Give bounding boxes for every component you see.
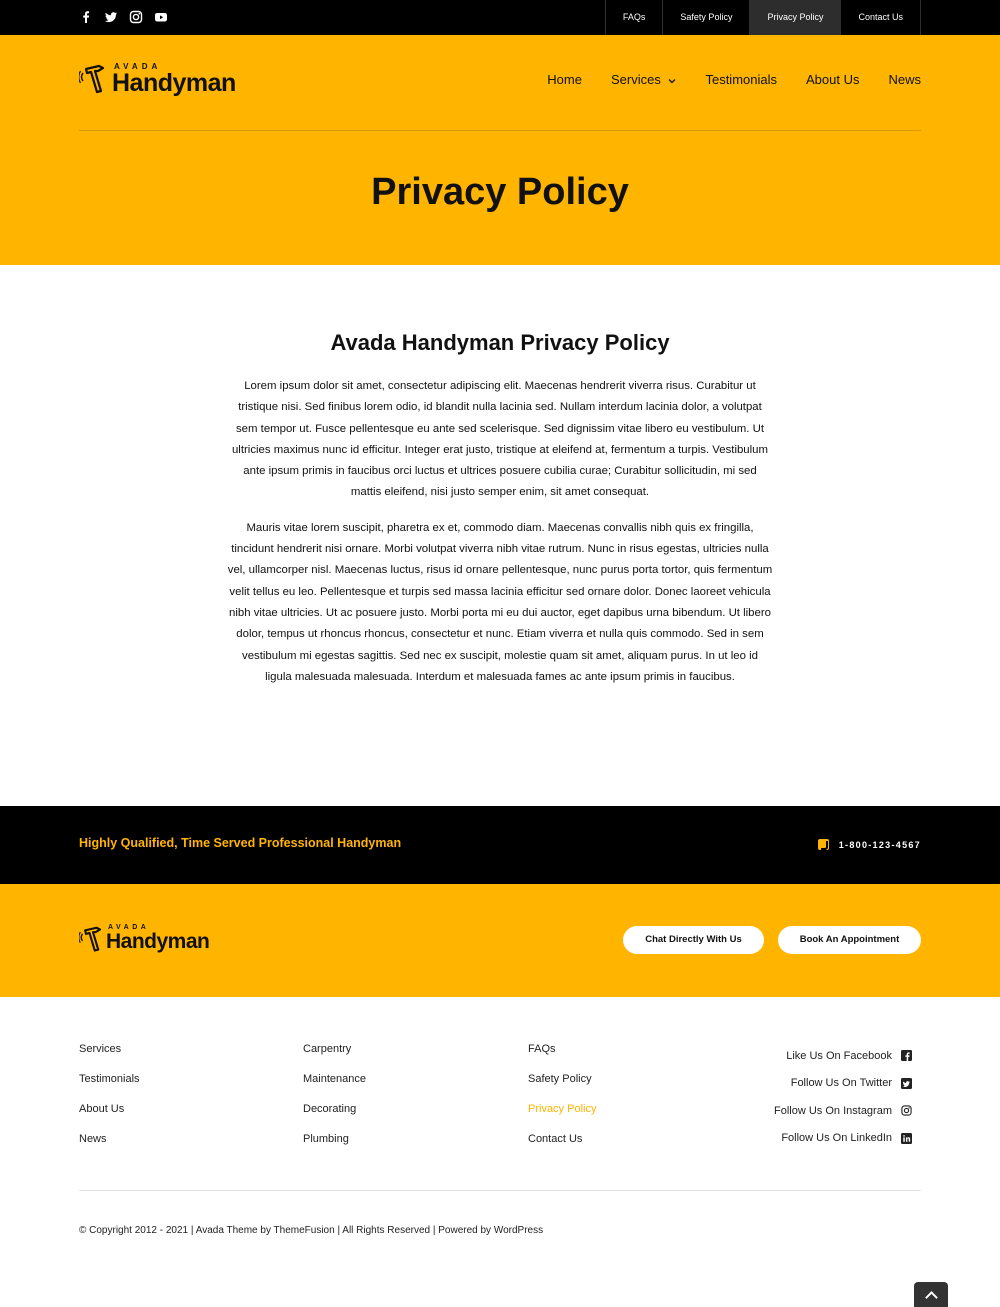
- copyright-text: © Copyright 2012 - 2021 | Avada Theme by ThemeFusion | All Rights Reserved | Powered by WordPress: [79, 1225, 544, 1236]
- twitter-icon[interactable]: [104, 10, 118, 24]
- footer-social-label: Like Us On Facebook: [786, 1049, 892, 1062]
- phone-number: 1-800-123-4567: [838, 839, 921, 850]
- footer-link-carpentry[interactable]: Carpentry: [303, 1043, 352, 1055]
- scroll-to-top-button[interactable]: [914, 1282, 948, 1307]
- top-link-privacy-policy[interactable]: Privacy Policy: [749, 0, 840, 35]
- book-appointment-button[interactable]: Book An Appointment: [778, 926, 921, 954]
- youtube-icon[interactable]: [154, 10, 168, 24]
- footer-link-about-us[interactable]: About Us: [79, 1103, 125, 1115]
- footer-column-main: [79, 1042, 140, 1162]
- facebook-icon: [901, 1050, 912, 1061]
- hammer-icon: [79, 63, 111, 97]
- footer-link-faqs[interactable]: FAQs: [528, 1043, 556, 1055]
- nav-item-news[interactable]: News: [888, 72, 921, 87]
- chat-button[interactable]: Chat Directly With Us: [623, 926, 764, 954]
- top-link-faqs[interactable]: FAQs: [605, 0, 663, 35]
- footer-link-news[interactable]: News: [79, 1133, 107, 1145]
- top-link-safety-policy[interactable]: Safety Policy: [662, 0, 749, 35]
- footer-social-links: [774, 1042, 912, 1152]
- footer-column-info: [528, 1042, 596, 1162]
- header-divider: [79, 130, 921, 131]
- footer-social-label: Follow Us On LinkedIn: [781, 1132, 892, 1145]
- footer-link-testimonials[interactable]: Testimonials: [79, 1073, 140, 1085]
- nav-item-home[interactable]: Home: [547, 72, 582, 87]
- nav-item-testimonials[interactable]: Testimonials: [705, 72, 777, 87]
- logo-name: Handyman: [112, 69, 236, 97]
- footer-social-instagram[interactable]: [774, 1097, 912, 1125]
- footer-link-safety-policy[interactable]: Safety Policy: [528, 1073, 592, 1085]
- instagram-icon: [901, 1105, 912, 1116]
- footer-logo[interactable]: [79, 924, 229, 956]
- footer-link-services[interactable]: Services: [79, 1043, 122, 1055]
- tagline-band: [0, 806, 1000, 884]
- top-bar: [0, 0, 1000, 35]
- phone-contact[interactable]: [818, 839, 921, 850]
- footer-link-contact-us[interactable]: Contact Us: [528, 1133, 583, 1145]
- linkedin-icon: [901, 1133, 912, 1144]
- footer-link-privacy-policy[interactable]: Privacy Policy: [528, 1103, 597, 1115]
- page-title: Privacy Policy: [371, 171, 629, 213]
- twitter-icon: [901, 1078, 912, 1089]
- footer-social-twitter[interactable]: [774, 1070, 912, 1098]
- footer-logo-small-text: AVADA: [108, 924, 150, 931]
- main-content: [0, 330, 1000, 702]
- content-paragraph: Lorem ipsum dolor sit amet, consectetur adipiscing elit. Maecenas hendrerit viverra risus. Curabitur ut tristique nisi. Sed finibus lorem odio, id blandit nulla lacinia sed. Nullam interdum lacinia dolor, a volutpat sem tempor ut. Fusce pellentesque eu ante sed scelerisque. Sed dignissim vitae libero eu vestibulum. Ut ultricies maximus nunc id efficitur. Integer erat justo, tristique at eleifend at, fermentum a turpis. Vestibulum ante ipsum primis in faucibus orci luctus et ultrices posuere cubilia curae; Curabitur sollicitudin, mi sed mattis eleifend, nisi justo semper enim, sit amet consequat.: [231, 380, 769, 499]
- logo-small-text: AVADA: [114, 62, 162, 71]
- footer-link-decorating[interactable]: Decorating: [303, 1103, 357, 1115]
- footer-social-linkedin[interactable]: [774, 1125, 912, 1153]
- phone-icon: [818, 839, 829, 850]
- footer-social-facebook[interactable]: [774, 1042, 912, 1070]
- top-nav: [605, 0, 921, 35]
- footer-social-label: Follow Us On Instagram: [774, 1104, 892, 1117]
- torn-edge-divider: [0, 244, 1000, 274]
- chevron-down-icon: [668, 78, 676, 84]
- nav-item-about-us[interactable]: About Us: [806, 72, 860, 87]
- main-nav: [547, 72, 921, 87]
- content-heading: Avada Handyman Privacy Policy: [330, 330, 670, 355]
- nav-item-services-label: Services: [610, 72, 661, 87]
- tagline: Highly Qualified, Time Served Professional Handyman: [79, 836, 402, 850]
- footer-divider: [79, 1190, 921, 1191]
- header: [0, 35, 1000, 265]
- footer-link-plumbing[interactable]: Plumbing: [303, 1133, 349, 1145]
- instagram-icon[interactable]: [129, 10, 143, 24]
- top-social-icons: [79, 10, 168, 24]
- nav-item-services[interactable]: [611, 72, 676, 87]
- facebook-icon[interactable]: [79, 10, 93, 24]
- hammer-icon: [79, 925, 107, 955]
- footer-link-maintenance[interactable]: Maintenance: [303, 1073, 366, 1085]
- top-link-contact-us[interactable]: Contact Us: [840, 0, 921, 35]
- site-logo[interactable]: [79, 61, 249, 101]
- footer-logo-name: Handyman: [106, 930, 210, 953]
- footer-social-label: Follow Us On Twitter: [790, 1077, 892, 1090]
- content-paragraph: Mauris vitae lorem suscipit, pharetra ex et, commodo diam. Maecenas convallis nibh quis ex fringilla, tincidunt hendrerit nisi ornare. Morbi volutpat viverra nibh vitae rutrum. Nunc in risus egestas, ultricies nulla vel, ullamcorper nisl. Maecenas luctus, risus id ornare pellentesque, nunc purus porta tortor, quis fermentum velit tellus eu leo. Pellentesque et turpis sed massa lacinia efficitur sed ornare dolor. Donec laoreet vehicula nibh vitae ultricies. Ut ac posuere justo. Morbi porta mi eu dui auctor, eget dapibus urna bibendum. Ut libero dolor, tempus ut rhoncus rhoncus, consectetur et nunc. Etiam viverra et nulla quis commodo. Sed in sem vestibulum mi egestas sagittis. Sed nec ex suscipit, molestie quam sit amet, aliquam purus. In ut leo id ligula malesuada malesuada. Interdum et malesuada fames ac ante ipsum primis in faucibus.: [227, 521, 773, 683]
- footer-column-services: [303, 1042, 366, 1162]
- footer-cta: [0, 884, 1000, 997]
